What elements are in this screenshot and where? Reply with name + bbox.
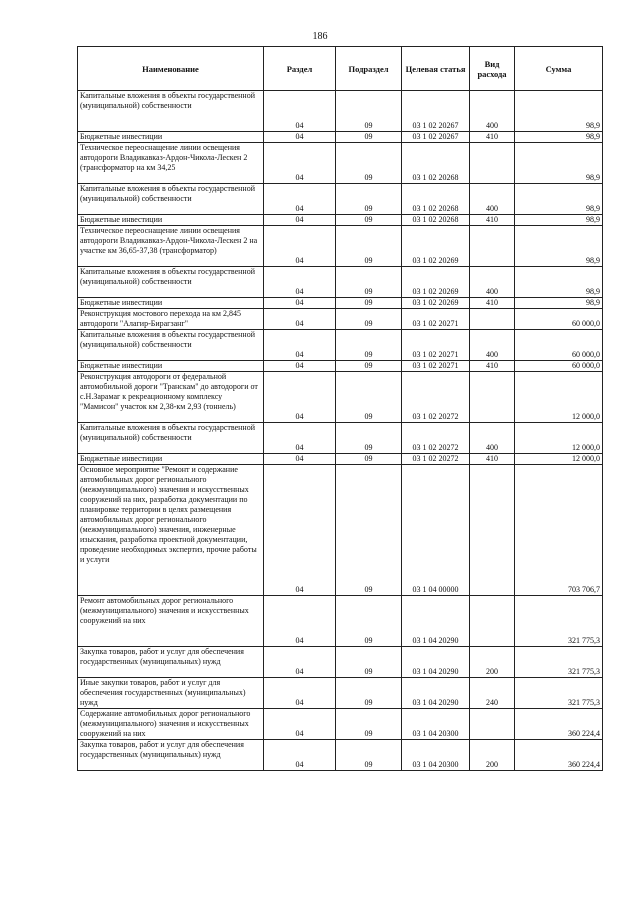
cell-name: Иные закупки товаров, работ и услуг для обеспечения государственных (муниципальных) нужд	[78, 678, 264, 709]
cell-razdel: 04	[264, 132, 336, 143]
table-row	[78, 361, 603, 372]
cell-podrazdel: 09	[336, 184, 402, 215]
cell-podrazdel: 09	[336, 143, 402, 184]
cell-vid: 400	[470, 91, 515, 132]
cell-vid: 410	[470, 298, 515, 309]
cell-name: Реконструкция мостового перехода на км 2,845 автодороги "Алагир-Бирагзанг"	[78, 309, 264, 330]
cell-name: Капитальные вложения в объекты государственной (муниципальной) собственности	[78, 267, 264, 298]
table-row	[78, 454, 603, 465]
cell-podrazdel: 09	[336, 298, 402, 309]
column-header-summa: Сумма	[515, 47, 603, 91]
cell-vid: 410	[470, 215, 515, 226]
table-row	[78, 423, 603, 454]
cell-razdel: 04	[264, 143, 336, 184]
cell-vid: 410	[470, 132, 515, 143]
cell-statya: 03 1 02 20268	[402, 184, 470, 215]
cell-razdel: 04	[264, 465, 336, 596]
cell-statya: 03 1 02 20267	[402, 132, 470, 143]
table-row	[78, 215, 603, 226]
cell-statya: 03 1 02 20268	[402, 215, 470, 226]
cell-summa: 321 775,3	[515, 678, 603, 709]
cell-podrazdel: 09	[336, 361, 402, 372]
cell-summa: 98,9	[515, 267, 603, 298]
cell-podrazdel: 09	[336, 91, 402, 132]
cell-name: Закупка товаров, работ и услуг для обеспечения государственных (муниципальных) нужд	[78, 740, 264, 771]
cell-vid: 400	[470, 330, 515, 361]
cell-summa: 98,9	[515, 215, 603, 226]
cell-vid	[470, 709, 515, 740]
cell-razdel: 04	[264, 709, 336, 740]
cell-name: Капитальные вложения в объекты государственной (муниципальной) собственности	[78, 184, 264, 215]
cell-razdel: 04	[264, 647, 336, 678]
cell-statya: 03 1 04 00000	[402, 465, 470, 596]
column-header-razdel: Раздел	[264, 47, 336, 91]
cell-statya: 03 1 02 20272	[402, 423, 470, 454]
cell-podrazdel: 09	[336, 423, 402, 454]
cell-razdel: 04	[264, 740, 336, 771]
cell-summa: 60 000,0	[515, 309, 603, 330]
table-row	[78, 132, 603, 143]
column-header-name: Наименование	[78, 47, 264, 91]
table-row	[78, 678, 603, 709]
cell-statya: 03 1 02 20271	[402, 361, 470, 372]
cell-name: Основное мероприятие "Ремонт и содержание автомобильных дорог регионального (межмуниципального) значения и искусственных сооружений на них, разработка документации по планировке территории в целях размещения автомобильных дорог регионального (межмуниципального) значения, инженерные изыскания, разработка проектной документации, проведение необходимых экспертиз, прочие работы и услуги	[78, 465, 264, 596]
cell-summa: 60 000,0	[515, 330, 603, 361]
table-row	[78, 309, 603, 330]
cell-podrazdel: 09	[336, 309, 402, 330]
cell-podrazdel: 09	[336, 709, 402, 740]
table-row	[78, 596, 603, 647]
cell-podrazdel: 09	[336, 215, 402, 226]
cell-statya: 03 1 02 20269	[402, 298, 470, 309]
cell-podrazdel: 09	[336, 647, 402, 678]
cell-summa: 321 775,3	[515, 596, 603, 647]
page-number: 186	[312, 31, 328, 42]
cell-summa: 360 224,4	[515, 709, 603, 740]
table-row	[78, 143, 603, 184]
cell-vid: 400	[470, 267, 515, 298]
cell-name: Техническое переоснащение линии освещения автодороги Владикавказ-Ардон-Чикола-Лескен 2 (трансформатор на км 34,25	[78, 143, 264, 184]
cell-razdel: 04	[264, 372, 336, 423]
cell-podrazdel: 09	[336, 454, 402, 465]
cell-vid	[470, 226, 515, 267]
cell-vid: 200	[470, 740, 515, 771]
cell-summa: 321 775,3	[515, 647, 603, 678]
cell-name: Капитальные вложения в объекты государственной (муниципальной) собственности	[78, 330, 264, 361]
cell-name: Реконструкция автодороги от федеральной автомобильной дороги "Транскам" до автодороги от с.Н.Зарамаг к рекреационному комплексу "Мамисон" участок км 2,38-км 2,93 (тоннель)	[78, 372, 264, 423]
cell-statya: 03 1 02 20268	[402, 143, 470, 184]
cell-vid	[470, 309, 515, 330]
cell-name: Капитальные вложения в объекты государственной (муниципальной) собственности	[78, 91, 264, 132]
cell-name: Закупка товаров, работ и услуг для обеспечения государственных (муниципальных) нужд	[78, 647, 264, 678]
cell-podrazdel: 09	[336, 132, 402, 143]
cell-razdel: 04	[264, 361, 336, 372]
cell-vid: 240	[470, 678, 515, 709]
cell-name: Техническое переоснащение линии освещения автодороги Владикавказ-Ардон-Чикола-Лескен 2 на участке км 36,65-37,38 (трансформатор)	[78, 226, 264, 267]
cell-name: Капитальные вложения в объекты государственной (муниципальной) собственности	[78, 423, 264, 454]
cell-razdel: 04	[264, 184, 336, 215]
cell-podrazdel: 09	[336, 740, 402, 771]
table-header-row	[78, 47, 603, 91]
cell-razdel: 04	[264, 678, 336, 709]
cell-podrazdel: 09	[336, 330, 402, 361]
cell-summa: 98,9	[515, 143, 603, 184]
cell-name: Ремонт автомобильных дорог регионального (межмуниципального) значения и искусственных сооружений на них	[78, 596, 264, 647]
cell-razdel: 04	[264, 226, 336, 267]
cell-summa: 360 224,4	[515, 740, 603, 771]
cell-vid: 400	[470, 423, 515, 454]
cell-podrazdel: 09	[336, 678, 402, 709]
cell-razdel: 04	[264, 330, 336, 361]
cell-summa: 98,9	[515, 226, 603, 267]
cell-statya: 03 1 04 20290	[402, 678, 470, 709]
cell-summa: 98,9	[515, 184, 603, 215]
cell-name: Бюджетные инвестиции	[78, 215, 264, 226]
cell-summa: 98,9	[515, 298, 603, 309]
cell-summa: 12 000,0	[515, 454, 603, 465]
cell-vid: 410	[470, 454, 515, 465]
cell-razdel: 04	[264, 267, 336, 298]
cell-statya: 03 1 04 20290	[402, 596, 470, 647]
table-row	[78, 298, 603, 309]
cell-podrazdel: 09	[336, 465, 402, 596]
cell-razdel: 04	[264, 596, 336, 647]
cell-statya: 03 1 02 20272	[402, 372, 470, 423]
table-row	[78, 709, 603, 740]
cell-statya: 03 1 02 20267	[402, 91, 470, 132]
cell-razdel: 04	[264, 423, 336, 454]
cell-statya: 03 1 04 20290	[402, 647, 470, 678]
cell-vid	[470, 372, 515, 423]
cell-razdel: 04	[264, 91, 336, 132]
table-row	[78, 267, 603, 298]
cell-vid	[470, 143, 515, 184]
cell-podrazdel: 09	[336, 596, 402, 647]
column-header-podrazdel: Подраздел	[336, 47, 402, 91]
cell-summa: 98,9	[515, 91, 603, 132]
cell-vid: 410	[470, 361, 515, 372]
cell-razdel: 04	[264, 215, 336, 226]
cell-summa: 12 000,0	[515, 423, 603, 454]
cell-razdel: 04	[264, 309, 336, 330]
table-row	[78, 740, 603, 771]
cell-summa: 703 706,7	[515, 465, 603, 596]
cell-name: Бюджетные инвестиции	[78, 454, 264, 465]
cell-statya: 03 1 02 20271	[402, 309, 470, 330]
cell-name: Бюджетные инвестиции	[78, 132, 264, 143]
cell-statya: 03 1 04 20300	[402, 709, 470, 740]
cell-summa: 12 000,0	[515, 372, 603, 423]
cell-summa: 98,9	[515, 132, 603, 143]
table-row	[78, 465, 603, 596]
cell-name: Содержание автомобильных дорог регионального (межмуниципального) значения и искусственных сооружений на них	[78, 709, 264, 740]
cell-statya: 03 1 02 20271	[402, 330, 470, 361]
cell-podrazdel: 09	[336, 267, 402, 298]
table-row	[78, 372, 603, 423]
table-row	[78, 91, 603, 132]
table-row	[78, 184, 603, 215]
column-header-statya: Целевая статья	[402, 47, 470, 91]
cell-statya: 03 1 02 20269	[402, 267, 470, 298]
cell-razdel: 04	[264, 298, 336, 309]
cell-summa: 60 000,0	[515, 361, 603, 372]
cell-vid: 200	[470, 647, 515, 678]
table-row	[78, 330, 603, 361]
cell-statya: 03 1 02 20272	[402, 454, 470, 465]
budget-table	[77, 46, 603, 771]
cell-statya: 03 1 02 20269	[402, 226, 470, 267]
cell-podrazdel: 09	[336, 226, 402, 267]
cell-name: Бюджетные инвестиции	[78, 298, 264, 309]
cell-podrazdel: 09	[336, 372, 402, 423]
table-row	[78, 647, 603, 678]
cell-vid	[470, 465, 515, 596]
cell-statya: 03 1 04 20300	[402, 740, 470, 771]
cell-razdel: 04	[264, 454, 336, 465]
cell-vid	[470, 596, 515, 647]
cell-vid: 400	[470, 184, 515, 215]
cell-name: Бюджетные инвестиции	[78, 361, 264, 372]
table-row	[78, 226, 603, 267]
column-header-vid: Вид расхода	[470, 47, 515, 91]
